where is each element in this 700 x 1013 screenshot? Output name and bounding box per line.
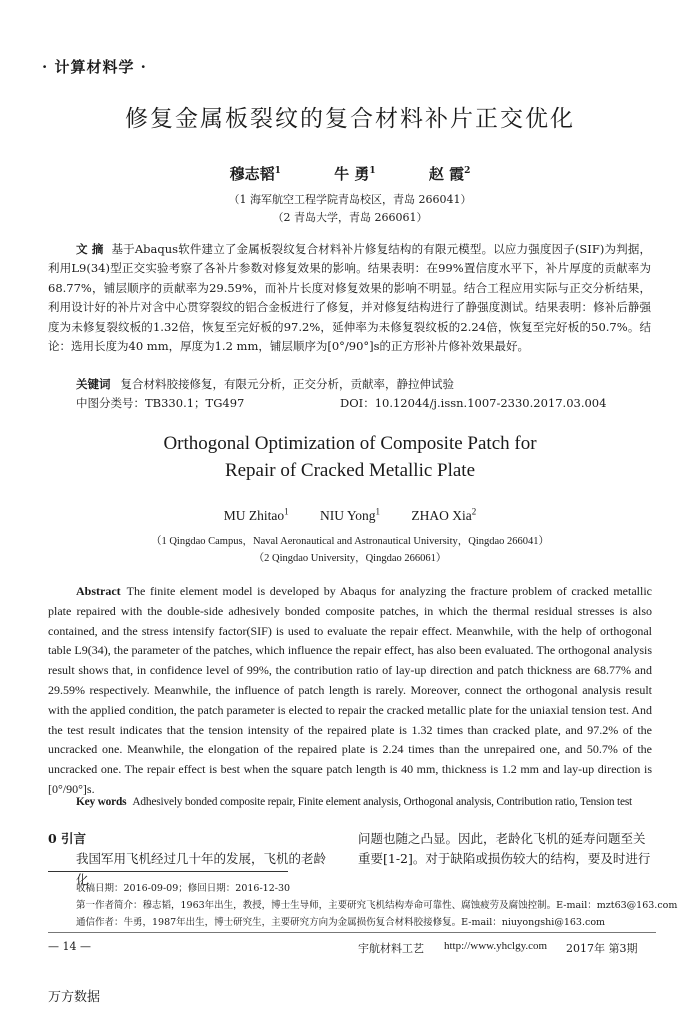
journal-name: 宇航材料工艺 [358, 942, 424, 955]
introduction-right-line-1: 问题也随之凸显。因此，老龄化飞机的延寿问题至关 [358, 831, 646, 846]
chinese-keywords [76, 376, 454, 392]
english-affiliation-2: （2 Qingdao University，Qingdao 266061） [253, 553, 447, 564]
english-abstract [48, 582, 652, 800]
chinese-affiliation-2: （2 青岛大学，青岛 266061） [272, 211, 428, 224]
english-title-line-1: Orthogonal Optimization of Composite Patch for [163, 433, 537, 454]
english-author-2: NIU Yong$^1$ [319, 506, 381, 523]
journal-issue: 2017年 第3期 [566, 942, 638, 955]
footer-divider [48, 932, 656, 933]
footnote-received-date: 收稿日期：2016-09-09；修回日期：2016-12-30 [76, 883, 291, 894]
footnote-divider [48, 871, 288, 872]
introduction-heading: 0 引言 [48, 831, 87, 846]
english-abstract-text: The finite element model is developed by Abaqus for analyzing the fracture problem of cracked metallic plate repaired with the double-side adhesively bonded composite patches, in which the thermal residual stresses is also contained, and the stress intensify factor(SIF) is used to evaluate the repair effect. Meanwhile, with the help of orthogonal table L9(34), the parameter of the patches, which influence the repair effect, has also been evaluated. The orthogonal analysis result shows that, in confidence level of 99%, the contribution ratio of lay-up direction and patch thickness are 68.77% and 29.59% respectively. Meanwhile, the influence of patch length is rarely. Moreover, connect the orthogonal analysis result with the applied condition, the patch parameter is elected to repair the cracked metallic plate for the uniaxial tension test. And the test result indicates that the tension intensity of the repaired plate is 1.32 times than cracked plate, and 97.2% of the uncracked one. Meanwhile, the elongation of the repaired plate is 2.24 times than the unrepaired one, and 50.7% of the uncracked one. The repair effect is best when the square patch length is 40 mm, thickness is 1.2 mm and lay-up direction is [0°/90°]s. [48, 584, 652, 796]
page-number: — 14 — [48, 940, 91, 953]
english-authors [0, 508, 700, 524]
footnote-first-author: 第一作者简介：穆志韬，1963年出生，教授，博士生导师，主要研究飞机结构寿命可靠性、腐蚀疲劳及腐蚀控制。E-mail：mzt63@163.com [76, 900, 678, 911]
author-1: 穆志韬$^1$ [229, 165, 281, 183]
journal-url: http://www.yhclgy.com [444, 940, 548, 952]
chinese-abstract-label: 文 摘 [76, 242, 104, 256]
doi: DOI：10.12044/j.issn.1007-2330.2017.03.004 [340, 396, 607, 410]
chinese-abstract [48, 240, 651, 356]
chinese-title: 修复金属板裂纹的复合材料补片正交优化 [125, 106, 575, 132]
chinese-abstract-text: 基于Abaqus软件建立了金属板裂纹复合材料补片修复结构的有限元模型。以应力强度因子(SIF)为判据，利用L9(34)型正交实验考察了各补片参数对修复效果的影响。结果表明：在99%置信度水平下，补片厚度的贡献率为68.77%，铺层顺序的贡献率为29.59%，而补片长度对修复效果的影响不明显。结合工程应用实际与正交分析结果，利用设计好的补片对含中心贯穿裂纹的铝合金板进行了修复，并对修复结构进行了静强度测试。结果表明：修补后静强度为未修复裂纹板的1.32倍，恢复至完好板的97.2%，延伸率为未修复裂纹板的2.24倍，恢复至完好板的50.7%。结论：选用长度为40 mm，厚度为1.2 mm，铺层顺序为[0°/90°]s的正方形补片修补效果最好。 [48, 242, 651, 354]
footnote-corresponding-author: 通信作者：牛勇，1987年出生，博士研究生，主要研究方向为金属损伤复合材料胶接修复。E-mail：niuyongshi@163.com [76, 917, 606, 928]
english-keywords-text: Adhesively bonded composite repair, Finite element analysis, Orthogonal analysis, Contribution ratio, Tension test [132, 796, 633, 808]
english-keywords [76, 796, 656, 808]
chinese-authors [0, 163, 700, 184]
chinese-keywords-label: 关键词 [76, 377, 111, 391]
english-abstract-label: Abstract [76, 584, 121, 598]
english-affiliation-1: （1 Qingdao Campus，Naval Aeronautical and Astronautical University，Qingdao 266041） [150, 536, 550, 547]
introduction-left-text: 我国军用飞机经过几十年的发展，飞机的老龄化 [76, 851, 327, 887]
chinese-affiliation-1: （1 海军航空工程学院青岛校区，青岛 266041） [228, 193, 472, 206]
chinese-classification: 中图分类号：TB330.1；TG497 [76, 396, 245, 410]
section-label: · 计算材料学 · [42, 58, 147, 76]
english-author-3: ZHAO Xia$^2$ [411, 506, 477, 523]
introduction-right-line-2: 重要[1-2]。对于缺陷或损伤较大的结构，要及时进行 [358, 851, 651, 866]
author-2: 牛 勇$^1$ [334, 165, 376, 183]
english-author-1: MU Zhitao$^1$ [223, 506, 289, 523]
watermark: 万方数据 [48, 990, 101, 1005]
english-title-line-2: Repair of Cracked Metallic Plate [224, 460, 476, 481]
english-keywords-label: Key words [76, 796, 127, 808]
chinese-keywords-text: 复合材料胶接修复，有限元分析，正交分析，贡献率，静拉伸试验 [120, 377, 454, 391]
author-3: 赵 霞$^2$ [428, 165, 471, 183]
